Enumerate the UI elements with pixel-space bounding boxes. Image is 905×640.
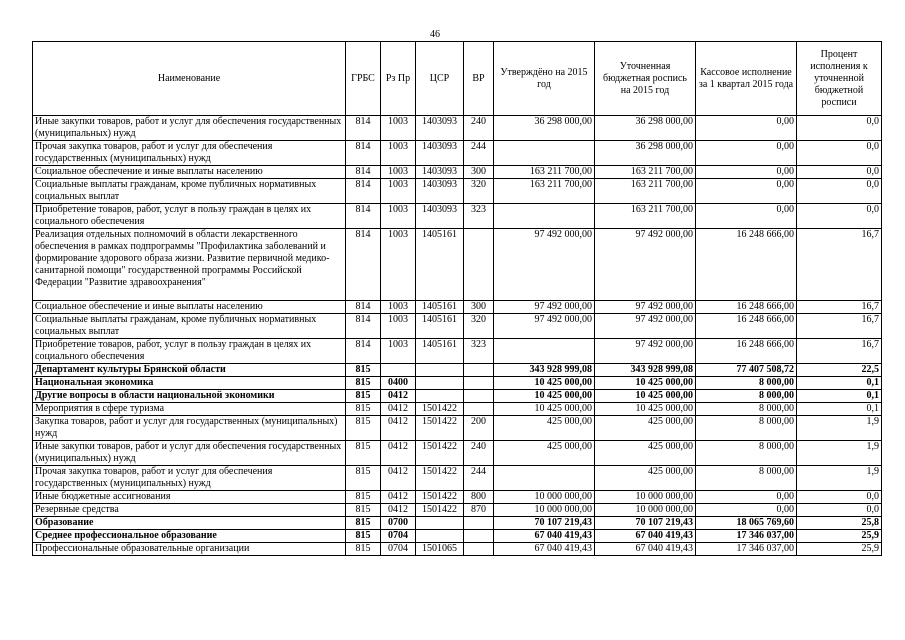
cell-refined: 67 040 419,43	[595, 530, 696, 543]
cell-vr: 870	[464, 504, 494, 517]
cell-vr: 320	[464, 314, 494, 339]
cell-grbs: 815	[346, 416, 381, 441]
cell-grbs: 815	[346, 543, 381, 556]
cell-rzpr: 0412	[381, 403, 416, 416]
cell-csr	[416, 364, 464, 377]
cell-approved: 425 000,00	[494, 416, 595, 441]
cell-approved: 10 425 000,00	[494, 390, 595, 403]
table-row	[33, 377, 882, 390]
cell-rzpr: 0412	[381, 390, 416, 403]
table-row	[33, 466, 882, 491]
cell-vr: 240	[464, 116, 494, 141]
cell-refined: 70 107 219,43	[595, 517, 696, 530]
cell-csr: 1403093	[416, 116, 464, 141]
header-name: Наименование	[33, 42, 346, 116]
cell-approved	[494, 204, 595, 229]
cell-percent: 0,0	[797, 179, 882, 204]
table-row	[33, 530, 882, 543]
cell-vr: 323	[464, 339, 494, 364]
table-row	[33, 390, 882, 403]
cell-cash: 0,00	[696, 491, 797, 504]
cell-refined: 10 425 000,00	[595, 390, 696, 403]
cell-percent: 25,9	[797, 543, 882, 556]
cell-rzpr: 0412	[381, 491, 416, 504]
cell-cash: 18 065 769,60	[696, 517, 797, 530]
cell-name: Социальное обеспечение и иные выплаты населению	[33, 301, 346, 314]
cell-vr	[464, 390, 494, 403]
cell-vr: 320	[464, 179, 494, 204]
cell-csr: 1403093	[416, 166, 464, 179]
cell-csr	[416, 530, 464, 543]
table-row	[33, 543, 882, 556]
cell-refined: 36 298 000,00	[595, 141, 696, 166]
cell-name: Резервные средства	[33, 504, 346, 517]
cell-refined: 425 000,00	[595, 466, 696, 491]
cell-cash: 0,00	[696, 166, 797, 179]
cell-approved: 10 425 000,00	[494, 377, 595, 390]
cell-cash: 16 248 666,00	[696, 301, 797, 314]
table-row	[33, 491, 882, 504]
header-approved: Утверждёно на 2015 год	[494, 42, 595, 116]
cell-vr	[464, 403, 494, 416]
cell-name: Иные закупки товаров, работ и услуг для обеспечения государственных (муниципальных) нужд	[33, 441, 346, 466]
cell-approved: 36 298 000,00	[494, 116, 595, 141]
cell-rzpr: 1003	[381, 179, 416, 204]
cell-refined: 10 000 000,00	[595, 491, 696, 504]
cell-refined: 10 000 000,00	[595, 504, 696, 517]
header-grbs: ГРБС	[346, 42, 381, 116]
cell-csr: 1501422	[416, 491, 464, 504]
table-row	[33, 229, 882, 301]
cell-rzpr: 0700	[381, 517, 416, 530]
cell-cash: 0,00	[696, 179, 797, 204]
cell-rzpr: 0412	[381, 466, 416, 491]
cell-cash: 8 000,00	[696, 441, 797, 466]
cell-cash: 8 000,00	[696, 466, 797, 491]
cell-name: Приобретение товаров, работ, услуг в пользу граждан в целях их социального обеспечения	[33, 339, 346, 364]
cell-csr: 1501422	[416, 416, 464, 441]
cell-rzpr: 1003	[381, 229, 416, 301]
cell-vr	[464, 530, 494, 543]
cell-cash: 16 248 666,00	[696, 229, 797, 301]
cell-grbs: 815	[346, 466, 381, 491]
cell-grbs: 815	[346, 530, 381, 543]
cell-rzpr: 0704	[381, 543, 416, 556]
cell-grbs: 814	[346, 301, 381, 314]
cell-percent: 1,9	[797, 416, 882, 441]
cell-cash: 8 000,00	[696, 390, 797, 403]
cell-percent: 0,0	[797, 504, 882, 517]
cell-percent: 25,9	[797, 530, 882, 543]
cell-name: Реализация отдельных полномочий в области лекарственного обеспечения в рамках подпрограммы "Профилактика заболеваний и формирование здорового образа жизни. Развитие первичной медико-санитарной помощи" государственной программы Российской Федерации "Развитие здравоохранения"	[33, 229, 346, 301]
cell-name: Социальное обеспечение и иные выплаты населению	[33, 166, 346, 179]
cell-rzpr: 1003	[381, 204, 416, 229]
cell-rzpr: 0412	[381, 416, 416, 441]
cell-vr: 323	[464, 204, 494, 229]
cell-vr: 240	[464, 441, 494, 466]
cell-name: Прочая закупка товаров, работ и услуг для обеспечения государственных (муниципальных) нужд	[33, 466, 346, 491]
cell-approved: 10 425 000,00	[494, 403, 595, 416]
cell-percent: 16,7	[797, 229, 882, 301]
cell-rzpr: 0412	[381, 441, 416, 466]
cell-csr: 1501422	[416, 403, 464, 416]
cell-refined: 97 492 000,00	[595, 301, 696, 314]
cell-approved: 163 211 700,00	[494, 179, 595, 204]
cell-refined: 67 040 419,43	[595, 543, 696, 556]
cell-csr: 1501065	[416, 543, 464, 556]
header-percent: Процент исполнения к уточненной бюджетной росписи	[797, 42, 882, 116]
cell-cash: 17 346 037,00	[696, 530, 797, 543]
cell-cash: 77 407 508,72	[696, 364, 797, 377]
table-body	[33, 116, 882, 556]
table-row	[33, 441, 882, 466]
cell-vr: 244	[464, 141, 494, 166]
cell-cash: 17 346 037,00	[696, 543, 797, 556]
cell-approved: 97 492 000,00	[494, 301, 595, 314]
cell-approved: 97 492 000,00	[494, 314, 595, 339]
cell-grbs: 814	[346, 339, 381, 364]
cell-grbs: 815	[346, 517, 381, 530]
cell-cash: 8 000,00	[696, 403, 797, 416]
cell-percent: 0,0	[797, 141, 882, 166]
cell-name: Профессиональные образовательные организации	[33, 543, 346, 556]
cell-percent: 0,0	[797, 204, 882, 229]
table-row	[33, 416, 882, 441]
header-refined: Уточненная бюджетная роспись на 2015 год	[595, 42, 696, 116]
cell-cash: 0,00	[696, 141, 797, 166]
cell-grbs: 815	[346, 504, 381, 517]
cell-vr: 300	[464, 301, 494, 314]
cell-rzpr: 0704	[381, 530, 416, 543]
cell-percent: 0,0	[797, 166, 882, 179]
cell-name: Мероприятия в сфере туризма	[33, 403, 346, 416]
table-row	[33, 141, 882, 166]
table-header-row	[33, 42, 882, 116]
budget-table	[32, 41, 882, 556]
cell-name: Приобретение товаров, работ, услуг в пользу граждан в целях их социального обеспечения	[33, 204, 346, 229]
table-row	[33, 517, 882, 530]
cell-rzpr: 1003	[381, 166, 416, 179]
cell-name: Департамент культуры Брянской области	[33, 364, 346, 377]
cell-csr: 1501422	[416, 441, 464, 466]
cell-approved: 67 040 419,43	[494, 543, 595, 556]
cell-vr	[464, 229, 494, 301]
cell-refined: 97 492 000,00	[595, 229, 696, 301]
cell-approved: 67 040 419,43	[494, 530, 595, 543]
cell-cash: 16 248 666,00	[696, 339, 797, 364]
cell-refined: 425 000,00	[595, 441, 696, 466]
cell-vr	[464, 377, 494, 390]
cell-name: Иные закупки товаров, работ и услуг для обеспечения государственных (муниципальных) нужд	[33, 116, 346, 141]
cell-refined: 97 492 000,00	[595, 339, 696, 364]
cell-cash: 0,00	[696, 116, 797, 141]
cell-approved: 343 928 999,08	[494, 364, 595, 377]
table-row	[33, 339, 882, 364]
header-rzpr: Рз Пр	[381, 42, 416, 116]
cell-rzpr: 1003	[381, 314, 416, 339]
cell-name: Социальные выплаты гражданам, кроме публичных нормативных социальных выплат	[33, 179, 346, 204]
table-row	[33, 364, 882, 377]
cell-name: Прочая закупка товаров, работ и услуг для обеспечения государственных (муниципальных) нужд	[33, 141, 346, 166]
cell-percent: 0,1	[797, 377, 882, 390]
cell-vr	[464, 543, 494, 556]
cell-csr	[416, 390, 464, 403]
cell-grbs: 814	[346, 229, 381, 301]
cell-refined: 163 211 700,00	[595, 179, 696, 204]
cell-cash: 8 000,00	[696, 416, 797, 441]
cell-name: Другие вопросы в области национальной экономики	[33, 390, 346, 403]
header-cash: Кассовое исполнение за 1 квартал 2015 года	[696, 42, 797, 116]
cell-name: Закупка товаров, работ и услуг для государственных (муниципальных) нужд	[33, 416, 346, 441]
cell-vr	[464, 517, 494, 530]
cell-refined: 343 928 999,08	[595, 364, 696, 377]
cell-name: Иные бюджетные ассигнования	[33, 491, 346, 504]
table-row	[33, 504, 882, 517]
cell-vr: 244	[464, 466, 494, 491]
cell-grbs: 814	[346, 166, 381, 179]
cell-csr: 1405161	[416, 229, 464, 301]
cell-csr: 1403093	[416, 204, 464, 229]
cell-percent: 0,1	[797, 403, 882, 416]
cell-cash: 0,00	[696, 504, 797, 517]
cell-refined: 97 492 000,00	[595, 314, 696, 339]
cell-grbs: 815	[346, 377, 381, 390]
cell-cash: 0,00	[696, 204, 797, 229]
cell-grbs: 814	[346, 204, 381, 229]
cell-refined: 10 425 000,00	[595, 403, 696, 416]
table-row	[33, 204, 882, 229]
cell-rzpr: 0412	[381, 504, 416, 517]
cell-vr: 800	[464, 491, 494, 504]
cell-approved: 163 211 700,00	[494, 166, 595, 179]
cell-grbs: 815	[346, 441, 381, 466]
cell-approved	[494, 141, 595, 166]
cell-grbs: 815	[346, 403, 381, 416]
cell-percent: 16,7	[797, 314, 882, 339]
cell-vr: 300	[464, 166, 494, 179]
cell-percent: 16,7	[797, 301, 882, 314]
cell-percent: 0,0	[797, 491, 882, 504]
cell-percent: 16,7	[797, 339, 882, 364]
cell-percent: 0,0	[797, 116, 882, 141]
cell-refined: 163 211 700,00	[595, 204, 696, 229]
cell-approved	[494, 466, 595, 491]
table-row	[33, 179, 882, 204]
cell-rzpr	[381, 364, 416, 377]
cell-cash: 8 000,00	[696, 377, 797, 390]
cell-csr	[416, 517, 464, 530]
cell-rzpr: 1003	[381, 141, 416, 166]
cell-name: Социальные выплаты гражданам, кроме публичных нормативных социальных выплат	[33, 314, 346, 339]
cell-grbs: 814	[346, 179, 381, 204]
cell-csr: 1405161	[416, 339, 464, 364]
cell-rzpr: 0400	[381, 377, 416, 390]
cell-approved	[494, 339, 595, 364]
table-row	[33, 403, 882, 416]
cell-csr: 1405161	[416, 314, 464, 339]
table-row	[33, 314, 882, 339]
table-row	[33, 301, 882, 314]
cell-percent: 22,5	[797, 364, 882, 377]
cell-csr: 1501422	[416, 504, 464, 517]
cell-rzpr: 1003	[381, 301, 416, 314]
cell-refined: 36 298 000,00	[595, 116, 696, 141]
cell-percent: 0,1	[797, 390, 882, 403]
cell-approved: 70 107 219,43	[494, 517, 595, 530]
cell-grbs: 814	[346, 141, 381, 166]
cell-grbs: 815	[346, 390, 381, 403]
cell-approved: 10 000 000,00	[494, 504, 595, 517]
cell-name: Образование	[33, 517, 346, 530]
cell-rzpr: 1003	[381, 116, 416, 141]
header-vr: ВР	[464, 42, 494, 116]
cell-vr: 200	[464, 416, 494, 441]
table-row	[33, 116, 882, 141]
page-number: 46	[430, 29, 440, 40]
cell-percent: 1,9	[797, 441, 882, 466]
cell-name: Среднее профессиональное образование	[33, 530, 346, 543]
cell-approved: 97 492 000,00	[494, 229, 595, 301]
cell-refined: 425 000,00	[595, 416, 696, 441]
cell-csr: 1405161	[416, 301, 464, 314]
table-row	[33, 166, 882, 179]
cell-approved: 425 000,00	[494, 441, 595, 466]
cell-csr: 1403093	[416, 141, 464, 166]
cell-grbs: 814	[346, 314, 381, 339]
header-csr: ЦСР	[416, 42, 464, 116]
cell-refined: 10 425 000,00	[595, 377, 696, 390]
cell-grbs: 815	[346, 364, 381, 377]
cell-vr	[464, 364, 494, 377]
cell-percent: 25,8	[797, 517, 882, 530]
cell-grbs: 814	[346, 116, 381, 141]
cell-csr: 1403093	[416, 179, 464, 204]
cell-cash: 16 248 666,00	[696, 314, 797, 339]
cell-percent: 1,9	[797, 466, 882, 491]
cell-rzpr: 1003	[381, 339, 416, 364]
cell-name: Национальная экономика	[33, 377, 346, 390]
cell-csr: 1501422	[416, 466, 464, 491]
cell-refined: 163 211 700,00	[595, 166, 696, 179]
cell-approved: 10 000 000,00	[494, 491, 595, 504]
cell-grbs: 815	[346, 491, 381, 504]
cell-csr	[416, 377, 464, 390]
